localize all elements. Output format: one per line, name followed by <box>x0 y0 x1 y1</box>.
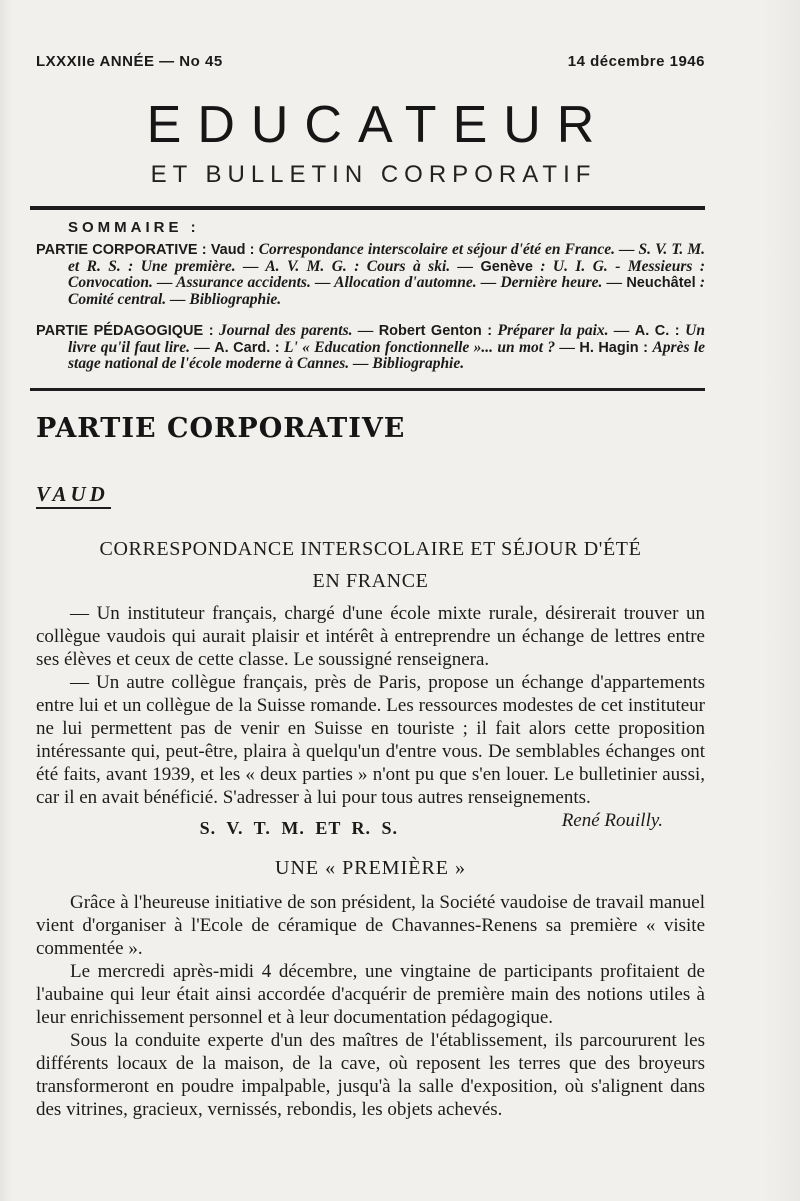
sommaire-segment-label: PARTIE PÉDAGOGIQUE : <box>36 323 220 339</box>
sommaire-segment-label: Vaud : <box>210 242 259 258</box>
sommaire-section <box>36 219 705 391</box>
issue-date: 14 décembre 1946 <box>567 53 705 70</box>
issue-row <box>36 0 705 71</box>
region-heading-vaud: VAUD <box>36 482 111 509</box>
sommaire-segment-title: L' « Education fonctionnelle »... un mot ? — <box>284 338 580 356</box>
sommaire-segment-title: Après le stage national de l'école moderne à Cannes. — Bibliographie. <box>68 338 706 372</box>
sommaire-segment-title: Correspondance interscolaire et séjour d'été en France. — S. V. T. M. et R. S. : Une première. — A. V. M. G. : Cours à ski. — <box>68 241 705 275</box>
sommaire-segment-label: A. Card. : <box>214 339 285 356</box>
article-title-line1: CORRESPONDANCE INTERSCOLAIRE ET SÉJOUR D'ÉTÉ <box>99 538 642 560</box>
sommaire-segment-title: Un livre qu'il faut lire. — <box>68 322 705 356</box>
sommaire-segment-title: : U. I. G. - Messieurs : Convocation. — Assurance accidents. — Allocation d'automne. — Dernière heure. — <box>68 257 705 291</box>
corporative-section <box>36 414 705 1122</box>
paragraph: Le mercredi après-midi 4 décembre, une vingtaine de participants profitaient de l'aubaine qui leur était ainsi accordée d'acquérir de première main des notions utiles à leur enrichissement personnel et à leur documentation pédagogique. <box>36 961 705 1028</box>
sommaire-segment-label: Genève <box>480 258 533 275</box>
paragraph: Grâce à l'heureuse initiative de son président, la Société vaudoise de travail manuel vient d'organiser à l'Ecole de céramique de Chavannes-Renens sa première « visite commentée ». <box>36 892 705 959</box>
sommaire-segment-label: H. Hagin : <box>579 339 653 356</box>
signature: René Rouilly. <box>561 810 663 831</box>
sommaire-segment-title: Journal des parents. — <box>219 322 379 339</box>
article-subheading-premiere: UNE « PREMIÈRE » <box>275 857 466 879</box>
sommaire-rule <box>30 388 705 391</box>
paragraph: — Un instituteur français, chargé d'une école mixte rurale, désirerait trouver un collègue vaudois qui aurait plaisir et intérêt à entreprendre un échange de lettres entre ses élèves et ceux de cette classe. Le soussigné renseignera. <box>36 603 705 670</box>
article-svtm <box>36 818 705 1121</box>
paragraph-text: — Un autre collègue français, près de Paris, propose un échange d'appartements entre lui et un collègue de la Suisse romande. Les ressources modestes de cet instituteur ne lui permettent pas de venir en Suisse en touriste ; il fait alors cette proposition intéressante qui, peut-être, plaira à quelqu'un d'entre vous. De semblables échanges ont été faits, avant 1939, et les « deux parties » n'ont pu que s'en louer. Le bulletinier aussi, car il en avait bénéficié. S'adresser à lui pour tous autres renseignements. <box>36 672 705 808</box>
masthead-rule <box>30 206 705 210</box>
sommaire-segment-label: PARTIE CORPORATIVE : <box>36 242 211 258</box>
masthead <box>36 0 705 210</box>
sommaire-entry-corporative <box>36 242 705 308</box>
sommaire-segment-label: Robert Genton : <box>378 323 498 339</box>
sommaire-segment-title: Préparer la paix. — <box>497 322 635 339</box>
sommaire-segment-label: A. C. : <box>634 323 686 339</box>
sommaire-label: SOMMAIRE : <box>68 219 200 236</box>
sommaire-entry-pedagogique <box>36 323 705 373</box>
section-heading-partie-corporative: PARTIE CORPORATIVE <box>36 412 406 444</box>
paragraph: Sous la conduite experte d'un des maîtres de l'établissement, ils parcoururent les différents locaux de la maison, de la cave, où reposent les terres que des broyeurs transformeront en poudre impalpable, jusqu'à la salle d'exposition, où s'alignent dans des vitrines, gracieux, vernissés, rebondis, les objets achevés. <box>36 1030 705 1120</box>
page-container <box>36 0 705 1121</box>
article-title-line2: EN FRANCE <box>312 570 429 592</box>
sommaire-segment-label: Neuchâtel <box>626 275 696 291</box>
article-heading-svtm: S. V. T. M. ET R. S. <box>199 818 399 838</box>
issue-number: LXXXIIe ANNÉE — No 45 <box>36 53 223 70</box>
journal-title: EDUCATEUR <box>146 96 611 154</box>
journal-subtitle: ET BULLETIN CORPORATIF <box>150 161 597 188</box>
sommaire-segment-title: : Comité central. — Bibliographie. <box>68 274 705 308</box>
